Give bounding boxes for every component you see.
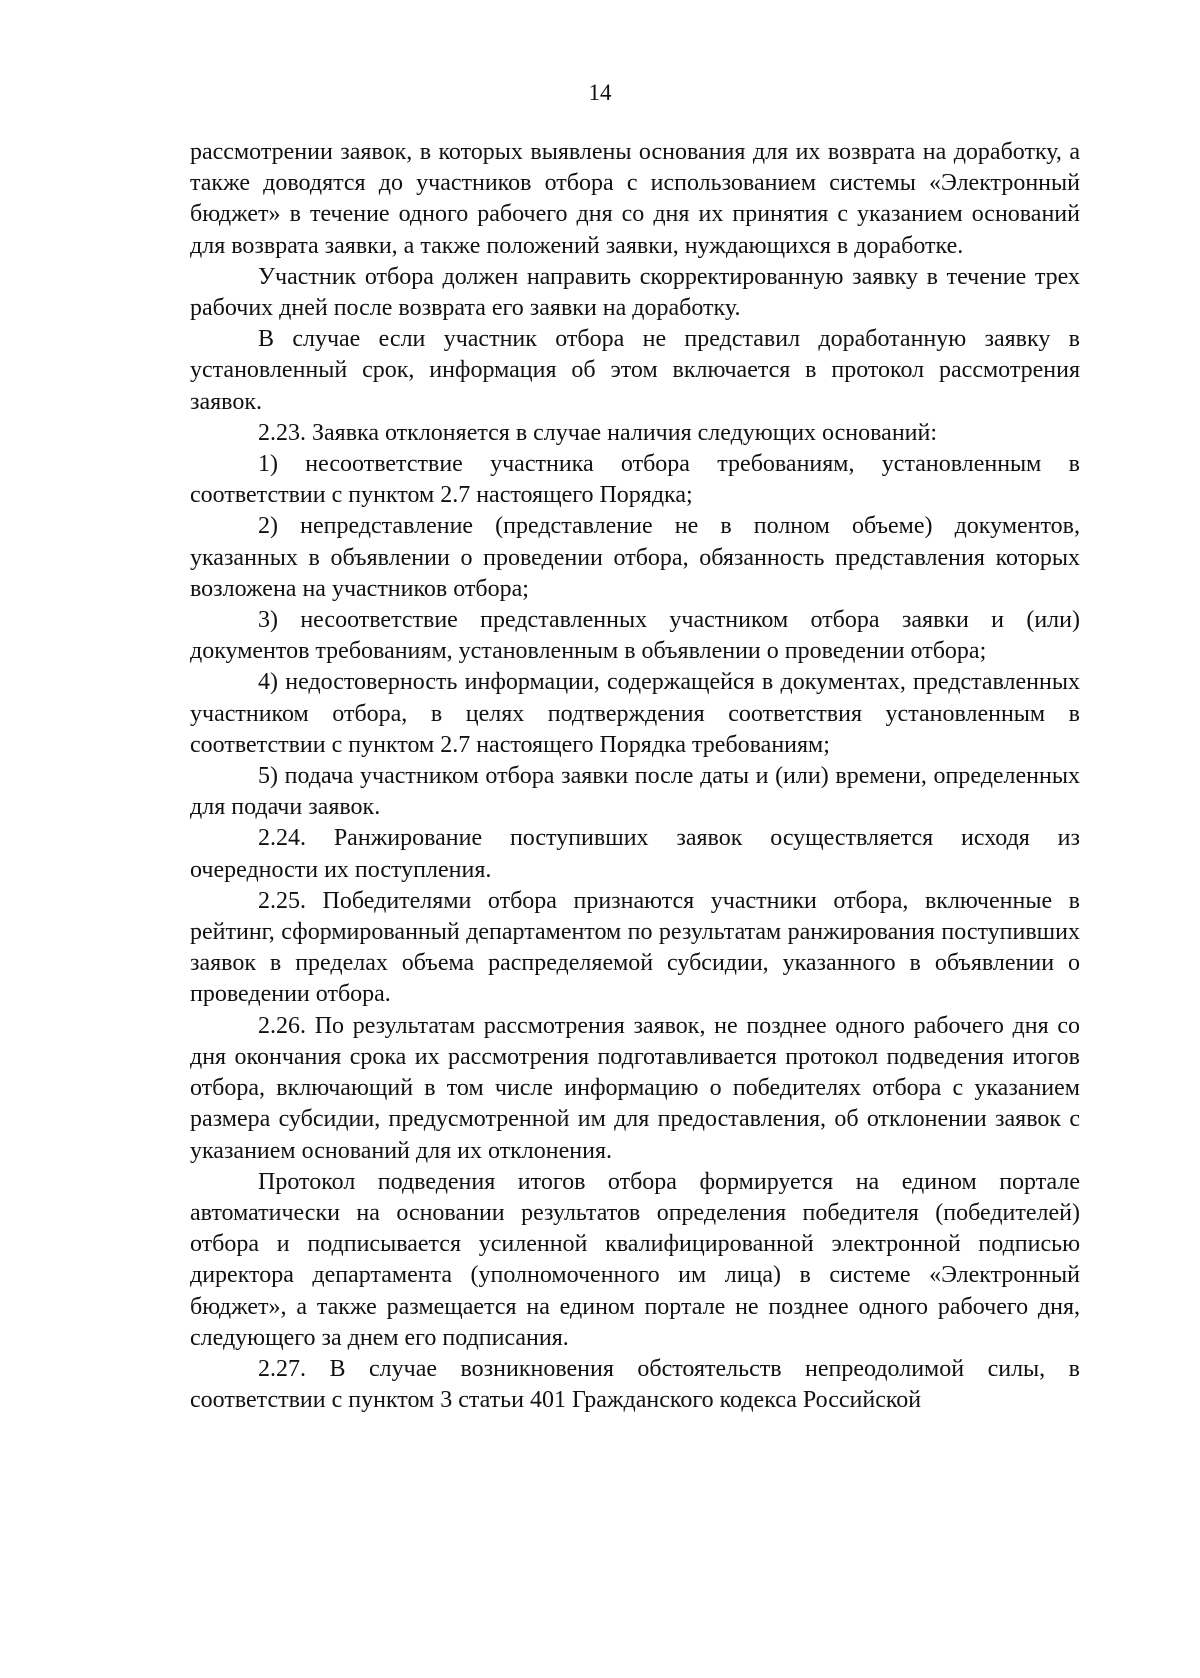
list-item-5: 5) подача участником отбора заявки после даты и (или) времени, определенных для подачи заявок. (190, 763, 1080, 821)
page-number: 14 (588, 80, 612, 105)
paragraph-not-submitted: В случае если участник отбора не представил доработанную заявку в установленный срок, информация об этом включается в протокол рассмотрения заявок. (190, 326, 1080, 415)
clause-2-25: 2.25. Победителями отбора признаются участники отбора, включенные в рейтинг, сформированный департаментом по результатам ранжирования поступивших заявок в пределах объема распределяемой субсидии, указанного в объявлении о проведении отбора. (190, 887, 1080, 1008)
paragraph-protocol: Протокол подведения итогов отбора формируется на едином портале автоматически на основании результатов определения победителя (победителей) отбора и подписывается усиленной квалифицированной электронной подписью директора департамента (уполномоченного им лица) в системе «Электронный бюджет», а также размещается на едином портале не позднее одного рабочего дня, следующего за днем его подписания. (190, 1168, 1080, 1351)
paragraph-resubmit-deadline: Участник отбора должен направить скорректированную заявку в течение трех рабочих дней после возврата его заявки на доработку. (190, 263, 1080, 322)
document-body (190, 137, 1080, 1416)
list-item-1: 1) несоответствие участника отбора требованиям, установленным в соответствии с пунктом 2.7 настоящего Порядка; (190, 451, 1080, 509)
list-item-3: 3) несоответствие представленных участником отбора заявки и (или) документов требованиям, установленным в объявлении о проведении отбора; (190, 607, 1080, 665)
clause-2-24: 2.24. Ранжирование поступивших заявок осуществляется исходя из очередности их поступления. (190, 825, 1080, 883)
list-item-4: 4) недостоверность информации, содержащейся в документах, представленных участником отбора, в целях подтверждения соответствия установленным в соответствии с пунктом 2.7 настоящего Порядка требованиям; (190, 669, 1080, 758)
clause-2-23: 2.23. Заявка отклоняется в случае наличия следующих оснований: (258, 419, 938, 446)
clause-2-27: 2.27. В случае возникновения обстоятельств непреодолимой силы, в соответствии с пунктом 3 статьи 401 Гражданского кодекса Российской (190, 1355, 1080, 1414)
clause-2-26: 2.26. По результатам рассмотрения заявок, не позднее одного рабочего дня со дня окончания срока их рассмотрения подготавливается протокол подведения итогов отбора, включающий в том числе информацию о победителях отбора с указанием размера субсидии, предусмотренной им для предоставления, об отклонении заявок с указанием оснований для их отклонения. (190, 1012, 1080, 1164)
paragraph-continuation: рассмотрении заявок, в которых выявлены основания для их возврата на доработку, а также доводятся до участников отбора с использованием системы «Электронный бюджет» в течение одного рабочего дня со дня их принятия с указанием оснований для возврата заявки, а также положений заявки, нуждающихся в доработке. (190, 139, 1080, 259)
list-item-2: 2) непредставление (представление не в полном объеме) документов, указанных в объявлении о проведении отбора, обязанность представления которых возложена на участников отбора; (190, 513, 1080, 602)
